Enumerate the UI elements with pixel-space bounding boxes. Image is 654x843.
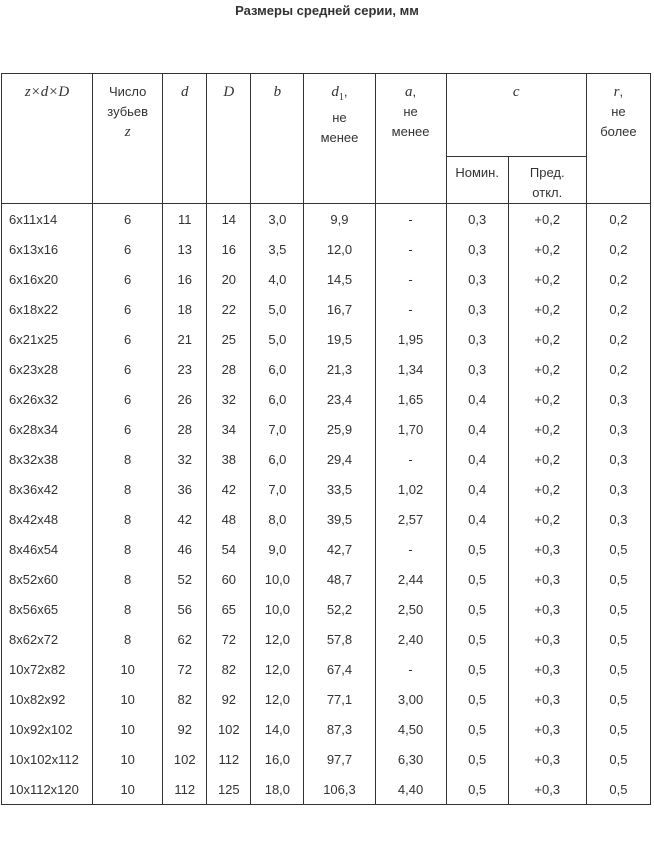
cell-designation: 6x28x34 — [2, 414, 93, 444]
header-r — [586, 74, 650, 204]
table-row — [2, 474, 651, 504]
cell-designation: 6x16x20 — [2, 264, 93, 294]
cell-a: 1,02 — [375, 474, 446, 504]
cell-b: 6,0 — [251, 384, 304, 414]
cell-designation: 10x72x82 — [2, 654, 93, 684]
cell-c-tolerance: +0,2 — [508, 234, 586, 264]
cell-r: 0,5 — [586, 564, 650, 594]
cell-a: 2,57 — [375, 504, 446, 534]
table-row — [2, 744, 651, 774]
header-designation — [2, 74, 93, 204]
cell-c-tolerance: +0,2 — [508, 384, 586, 414]
cell-c-tolerance: +0,2 — [508, 354, 586, 384]
cell-D: 14 — [207, 204, 251, 235]
cell-c-nominal: 0,3 — [446, 354, 508, 384]
cell-d: 23 — [163, 354, 207, 384]
table-row — [2, 504, 651, 534]
cell-d: 26 — [163, 384, 207, 414]
cell-d: 52 — [163, 564, 207, 594]
cell-c-tolerance: +0,3 — [508, 684, 586, 714]
header-teeth-line2: зубьев — [107, 104, 149, 119]
cell-r: 0,2 — [586, 234, 650, 264]
cell-d1: 29,4 — [304, 444, 375, 474]
header-a-line3: менее — [391, 124, 430, 139]
table-row — [2, 594, 651, 624]
header-d1-suffix: , — [343, 84, 348, 99]
cell-r: 0,2 — [586, 354, 650, 384]
cell-d: 36 — [163, 474, 207, 504]
cell-c-nominal: 0,3 — [446, 294, 508, 324]
cell-b: 10,0 — [251, 594, 304, 624]
cell-b: 3,0 — [251, 204, 304, 235]
cell-D: 125 — [207, 774, 251, 805]
cell-designation: 8x36x42 — [2, 474, 93, 504]
table-row — [2, 684, 651, 714]
table-row — [2, 204, 651, 235]
cell-designation: 8x62x72 — [2, 624, 93, 654]
cell-designation: 6x13x16 — [2, 234, 93, 264]
cell-d: 62 — [163, 624, 207, 654]
cell-teeth: 8 — [93, 594, 163, 624]
cell-D: 92 — [207, 684, 251, 714]
cell-c-tolerance: +0,3 — [508, 624, 586, 654]
header-designation-symbol: z×d×D — [24, 84, 70, 100]
header-teeth — [93, 74, 163, 204]
cell-a: - — [375, 204, 446, 235]
cell-d: 112 — [163, 774, 207, 805]
cell-designation: 6x21x25 — [2, 324, 93, 354]
cell-teeth: 6 — [93, 384, 163, 414]
header-a-symbol: a — [405, 84, 413, 100]
header-D — [207, 74, 251, 204]
header-b — [251, 74, 304, 204]
cell-c-nominal: 0,5 — [446, 684, 508, 714]
cell-c-tolerance: +0,2 — [508, 264, 586, 294]
cell-d1: 9,9 — [304, 204, 375, 235]
cell-teeth: 8 — [93, 444, 163, 474]
header-c — [446, 74, 586, 157]
cell-c-tolerance: +0,2 — [508, 504, 586, 534]
cell-a: - — [375, 294, 446, 324]
header-d1-line3: менее — [320, 130, 359, 145]
cell-c-nominal: 0,5 — [446, 774, 508, 805]
cell-c-nominal: 0,5 — [446, 744, 508, 774]
cell-a: 1,34 — [375, 354, 446, 384]
cell-teeth: 10 — [93, 654, 163, 684]
cell-c-tolerance: +0,3 — [508, 654, 586, 684]
cell-d1: 57,8 — [304, 624, 375, 654]
table-row — [2, 444, 651, 474]
cell-d: 18 — [163, 294, 207, 324]
cell-D: 54 — [207, 534, 251, 564]
table-row — [2, 324, 651, 354]
cell-d: 28 — [163, 414, 207, 444]
cell-c-nominal: 0,5 — [446, 714, 508, 744]
cell-c-tolerance: +0,2 — [508, 414, 586, 444]
spline-dimensions-table — [1, 73, 651, 805]
cell-D: 48 — [207, 504, 251, 534]
cell-d: 32 — [163, 444, 207, 474]
header-d — [163, 74, 207, 204]
cell-b: 8,0 — [251, 504, 304, 534]
cell-a: 1,70 — [375, 414, 446, 444]
cell-c-tolerance: +0,2 — [508, 204, 586, 235]
cell-teeth: 6 — [93, 234, 163, 264]
cell-a: 6,30 — [375, 744, 446, 774]
header-a-suffix: , — [412, 84, 417, 99]
cell-a: 4,40 — [375, 774, 446, 805]
cell-d: 92 — [163, 714, 207, 744]
cell-teeth: 8 — [93, 534, 163, 564]
cell-D: 72 — [207, 624, 251, 654]
header-teeth-symbol: z — [124, 124, 131, 140]
cell-d: 13 — [163, 234, 207, 264]
table-row — [2, 714, 651, 744]
cell-r: 0,3 — [586, 444, 650, 474]
cell-a: 2,50 — [375, 594, 446, 624]
table-row — [2, 294, 651, 324]
cell-c-tolerance: +0,2 — [508, 324, 586, 354]
table-title: Размеры средней серии, мм — [235, 3, 419, 18]
header-r-line2: не — [611, 104, 626, 119]
cell-b: 5,0 — [251, 324, 304, 354]
cell-r: 0,5 — [586, 534, 650, 564]
cell-c-nominal: 0,5 — [446, 624, 508, 654]
cell-D: 28 — [207, 354, 251, 384]
cell-r: 0,2 — [586, 204, 650, 235]
cell-r: 0,5 — [586, 654, 650, 684]
table-row — [2, 654, 651, 684]
cell-b: 5,0 — [251, 294, 304, 324]
cell-designation: 6x18x22 — [2, 294, 93, 324]
cell-r: 0,5 — [586, 624, 650, 654]
cell-b: 10,0 — [251, 564, 304, 594]
cell-designation: 10x102x112 — [2, 744, 93, 774]
cell-teeth: 6 — [93, 354, 163, 384]
cell-teeth: 10 — [93, 714, 163, 744]
cell-c-nominal: 0,5 — [446, 654, 508, 684]
cell-b: 4,0 — [251, 264, 304, 294]
cell-d: 102 — [163, 744, 207, 774]
cell-d: 11 — [163, 204, 207, 235]
cell-designation: 10x82x92 — [2, 684, 93, 714]
table-row — [2, 564, 651, 594]
cell-c-nominal: 0,4 — [446, 474, 508, 504]
cell-teeth: 6 — [93, 294, 163, 324]
cell-d1: 25,9 — [304, 414, 375, 444]
cell-r: 0,5 — [586, 684, 650, 714]
cell-d1: 87,3 — [304, 714, 375, 744]
cell-a: 2,40 — [375, 624, 446, 654]
cell-d1: 39,5 — [304, 504, 375, 534]
cell-teeth: 10 — [93, 744, 163, 774]
cell-d1: 77,1 — [304, 684, 375, 714]
cell-c-nominal: 0,5 — [446, 564, 508, 594]
table-row — [2, 384, 651, 414]
cell-teeth: 10 — [93, 774, 163, 805]
cell-teeth: 6 — [93, 414, 163, 444]
cell-designation: 10x92x102 — [2, 714, 93, 744]
cell-b: 7,0 — [251, 414, 304, 444]
cell-d1: 48,7 — [304, 564, 375, 594]
table-row — [2, 414, 651, 444]
cell-c-tolerance: +0,3 — [508, 534, 586, 564]
cell-a: 2,44 — [375, 564, 446, 594]
header-r-line3: более — [600, 124, 637, 139]
cell-D: 38 — [207, 444, 251, 474]
cell-c-nominal: 0,3 — [446, 234, 508, 264]
cell-c-nominal: 0,3 — [446, 264, 508, 294]
cell-D: 112 — [207, 744, 251, 774]
cell-c-tolerance: +0,3 — [508, 714, 586, 744]
cell-c-nominal: 0,5 — [446, 534, 508, 564]
cell-a: - — [375, 534, 446, 564]
header-d1-symbol: $d_1$ — [331, 84, 344, 103]
table-body — [2, 204, 651, 805]
cell-c-nominal: 0,4 — [446, 384, 508, 414]
cell-teeth: 6 — [93, 264, 163, 294]
cell-c-tolerance: +0,3 — [508, 594, 586, 624]
cell-r: 0,2 — [586, 294, 650, 324]
table-row — [2, 234, 651, 264]
cell-c-nominal: 0,3 — [446, 204, 508, 235]
cell-d1: 12,0 — [304, 234, 375, 264]
header-a — [375, 74, 446, 204]
cell-a: - — [375, 654, 446, 684]
cell-d1: 106,3 — [304, 774, 375, 805]
header-teeth-line1: Число — [108, 84, 147, 99]
cell-teeth: 8 — [93, 474, 163, 504]
cell-D: 25 — [207, 324, 251, 354]
cell-b: 16,0 — [251, 744, 304, 774]
cell-c-tolerance: +0,3 — [508, 744, 586, 774]
cell-c-tolerance: +0,2 — [508, 444, 586, 474]
cell-designation: 8x56x65 — [2, 594, 93, 624]
cell-teeth: 8 — [93, 564, 163, 594]
cell-d1: 23,4 — [304, 384, 375, 414]
header-c-tolerance: Пред. откл. — [508, 157, 586, 204]
cell-a: 1,95 — [375, 324, 446, 354]
cell-r: 0,3 — [586, 504, 650, 534]
cell-c-nominal: 0,4 — [446, 504, 508, 534]
cell-b: 14,0 — [251, 714, 304, 744]
cell-r: 0,3 — [586, 414, 650, 444]
table-row — [2, 264, 651, 294]
cell-teeth: 10 — [93, 684, 163, 714]
cell-d1: 97,7 — [304, 744, 375, 774]
cell-b: 7,0 — [251, 474, 304, 504]
cell-designation: 8x32x38 — [2, 444, 93, 474]
cell-a: - — [375, 234, 446, 264]
cell-teeth: 8 — [93, 624, 163, 654]
header-a-line2: не — [403, 104, 418, 119]
header-d1 — [304, 74, 375, 204]
cell-b: 12,0 — [251, 624, 304, 654]
table-row — [2, 624, 651, 654]
cell-D: 65 — [207, 594, 251, 624]
cell-d1: 52,2 — [304, 594, 375, 624]
cell-r: 0,2 — [586, 264, 650, 294]
cell-b: 9,0 — [251, 534, 304, 564]
cell-d1: 14,5 — [304, 264, 375, 294]
cell-r: 0,5 — [586, 744, 650, 774]
header-d1-line2: не — [332, 110, 347, 125]
cell-d: 46 — [163, 534, 207, 564]
cell-c-tolerance: +0,2 — [508, 294, 586, 324]
cell-teeth: 6 — [93, 204, 163, 235]
cell-designation: 8x52x60 — [2, 564, 93, 594]
cell-b: 18,0 — [251, 774, 304, 805]
cell-D: 22 — [207, 294, 251, 324]
cell-c-tolerance: +0,3 — [508, 774, 586, 805]
header-r-symbol: r — [613, 84, 620, 100]
cell-r: 0,3 — [586, 384, 650, 414]
cell-c-nominal: 0,3 — [446, 324, 508, 354]
cell-designation: 8x46x54 — [2, 534, 93, 564]
cell-r: 0,2 — [586, 324, 650, 354]
cell-designation: 8x42x48 — [2, 504, 93, 534]
cell-b: 12,0 — [251, 684, 304, 714]
cell-a: 4,50 — [375, 714, 446, 744]
cell-d1: 19,5 — [304, 324, 375, 354]
cell-r: 0,5 — [586, 594, 650, 624]
cell-D: 60 — [207, 564, 251, 594]
cell-b: 12,0 — [251, 654, 304, 684]
header-c-symbol: c — [512, 84, 520, 100]
cell-a: 1,65 — [375, 384, 446, 414]
cell-D: 82 — [207, 654, 251, 684]
cell-c-nominal: 0,4 — [446, 414, 508, 444]
cell-D: 102 — [207, 714, 251, 744]
table-row — [2, 534, 651, 564]
header-b-symbol: b — [273, 84, 282, 100]
cell-c-tolerance: +0,2 — [508, 474, 586, 504]
cell-D: 32 — [207, 384, 251, 414]
cell-D: 16 — [207, 234, 251, 264]
cell-D: 42 — [207, 474, 251, 504]
cell-d: 16 — [163, 264, 207, 294]
cell-c-tolerance: +0,3 — [508, 564, 586, 594]
header-d-symbol: d — [181, 84, 189, 100]
cell-b: 3,5 — [251, 234, 304, 264]
cell-d: 21 — [163, 324, 207, 354]
header-D-symbol: D — [223, 84, 235, 100]
cell-d: 42 — [163, 504, 207, 534]
cell-c-nominal: 0,5 — [446, 594, 508, 624]
cell-d1: 67,4 — [304, 654, 375, 684]
cell-designation: 6x11x14 — [2, 204, 93, 235]
header-c-nominal: Номин. — [446, 157, 508, 204]
cell-teeth: 6 — [93, 324, 163, 354]
cell-r: 0,5 — [586, 714, 650, 744]
cell-c-nominal: 0,4 — [446, 444, 508, 474]
cell-r: 0,3 — [586, 474, 650, 504]
cell-d: 56 — [163, 594, 207, 624]
cell-r: 0,5 — [586, 774, 650, 805]
cell-b: 6,0 — [251, 444, 304, 474]
cell-D: 34 — [207, 414, 251, 444]
cell-designation: 6x23x28 — [2, 354, 93, 384]
table-row — [2, 774, 651, 805]
cell-d1: 16,7 — [304, 294, 375, 324]
cell-a: 3,00 — [375, 684, 446, 714]
cell-d1: 21,3 — [304, 354, 375, 384]
cell-designation: 6x26x32 — [2, 384, 93, 414]
cell-a: - — [375, 264, 446, 294]
cell-designation: 10x112x120 — [2, 774, 93, 805]
cell-d1: 33,5 — [304, 474, 375, 504]
cell-a: - — [375, 444, 446, 474]
cell-teeth: 8 — [93, 504, 163, 534]
table-row — [2, 354, 651, 384]
cell-d: 72 — [163, 654, 207, 684]
cell-d1: 42,7 — [304, 534, 375, 564]
cell-D: 20 — [207, 264, 251, 294]
header-r-suffix: , — [619, 84, 624, 99]
cell-d: 82 — [163, 684, 207, 714]
cell-b: 6,0 — [251, 354, 304, 384]
